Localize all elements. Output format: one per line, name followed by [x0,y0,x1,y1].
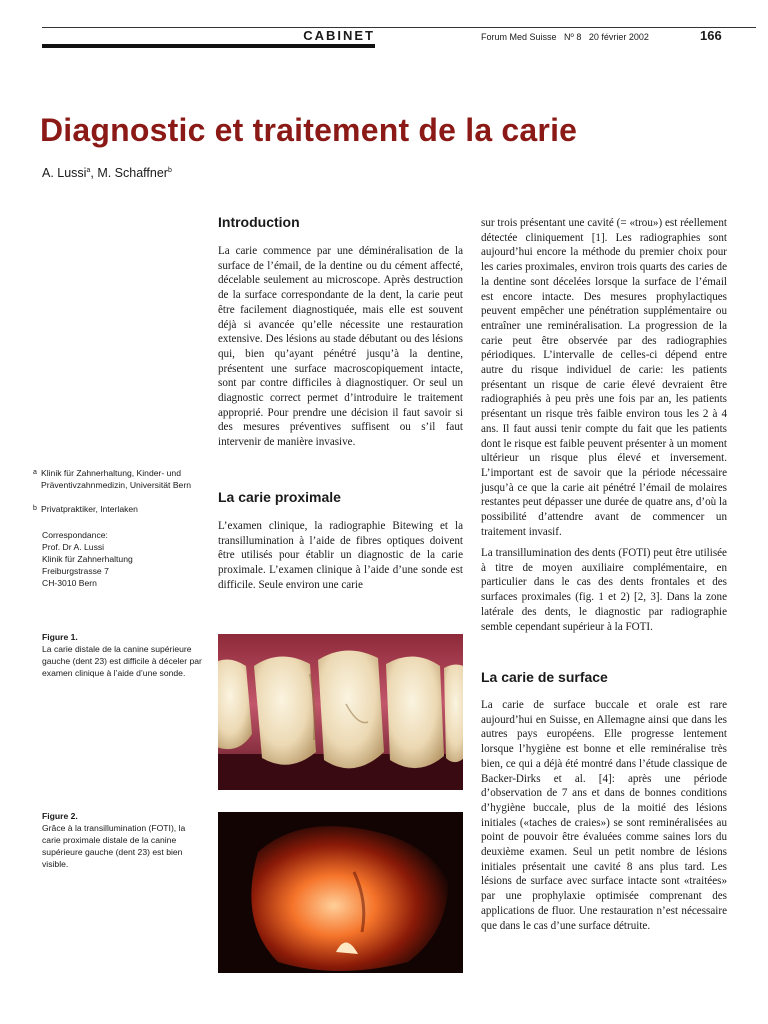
figure-1-caption [42,631,202,679]
heading-proximal: La carie proximale [218,489,341,505]
teeth-photo [218,634,463,790]
affiliation-text: Privatpraktiker, Interlaken [41,504,138,514]
proximal-continued-paragraph: sur trois présentant une cavité (= «trou») est réellement détectée cliniquement [1]. Les radiographies sont aujourd’hui encore la méthode du premier choix pour les caries proximales, environ trois quarts des caries de la dentine sont décelées lorsque la surface de l’émail est encore intacte. Des mesures prophylactiques peuvent empêcher une pénétration supplémentaire ou entraîner une reminéralisation. La progression de la carie peut être observée par des radiographies périodiques. L’intervalle de celles-ci dépend entre autre du risque individuel de carie: les patients présentant un risque de carie élevé devraient être radiographiés à peu près une fois par an, les patients présentant un risque très faible environ tous les 2 à 4 ans. Il faut aussi tenir compte du fait que les patients dont le risque est faible peuvent présenter à un moment ultérieur un risque plus élevé et inversement. L’important est de savoir que la période nécessaire jusqu’à ce que la carie ait pénétré l’émail de molaires restantes peut dépasser une durée de quatre ans, d’où la possibilité d’attendre avant de commencer un traitement invasif. [481,217,727,538]
intro-paragraph: La carie commence par une déminéralisation de la surface de l’émail, de la dentine ou du cément affecté, décelable seulement au microscope. Après destruction de la surface correspondante de la dent, la carie peut être facilement diagnostiquée, mais elle est souvent déjà si avancée qu’elle nécessite une restauration extensive. Des lésions au stade débutant ou des lésions qui, bien qu’ayant pénétré jusqu’à la dentine, présentent une surface macroscopiquement intacte, sont par contre difficiles à diagnostiquer. Or seul un diagnostic correct permet d’introduire le traitement approprié. Pour prendre une décision il faut savoir si des mesures préventives suffisent ou s’il faut intervenir de manière invasive. [218,245,463,449]
transillumination-photo [218,812,463,973]
figure-label: Figure 1. [42,632,78,642]
section-label: CABINET [303,28,375,43]
section-bar [42,44,375,48]
affiliation-marker: b [167,166,172,174]
author-name: A. Lussi [42,166,87,180]
affiliation-marker: a [33,469,37,476]
foti-paragraph: La transillumination des dents (FOTI) peut être utilisée à titre de moyen auxiliaire complémentaire, en particulier dans le cas des dents frontales et des surfaces proximales (fig. 1 et 2) [2, 3]. Dans la zone latérale des dents, le diagnostic par radiographie semble cependant supérieur à la FOTI. [481,547,727,633]
figure-label: Figure 2. [42,811,78,821]
correspondence-block [42,529,133,589]
author-name: , M. Schaffner [90,166,168,180]
affiliation-marker: a [86,166,91,174]
affiliation-marker: b [33,505,37,512]
article-title: Diagnostic et traitement de la carie [40,112,578,148]
proximal-paragraph: L’examen clinique, la radiographie Bitewing et la transillumination à l’aide de fibres optiques doivent être utilisés pour établir un diagnostic de la carie proximale. L’examen clinique à l’aide d’une sonde est difficile. Seule environ une carie [218,520,463,591]
author-line [42,166,172,180]
figure-caption-text: La carie distale de la canine supérieure gauche (dent 23) est difficile à déceler par examen clinique à l’aide d’une sonde. [42,644,202,678]
journal-info: Forum Med Suisse Nº 8 20 février 2002 [481,32,649,42]
correspondence-line: CH-3010 Bern [42,578,97,588]
figure-caption-text: Grâce à la transillumination (FOTI), la carie proximale distale de la canine supérieure gauche (dent 23) est bien visible. [42,823,186,869]
correspondence-line: Freiburgstrasse 7 [42,566,109,576]
heading-introduction: Introduction [218,214,300,230]
affiliation-b [33,503,203,515]
correspondence-line: Correspondance: [42,530,108,540]
correspondence-line: Prof. Dr A. Lussi [42,542,105,552]
figure-1-image [218,634,463,790]
surface-paragraph: La carie de surface buccale et orale est rare aujourd’hui en Suisse, en Allemagne ainsi que dans les autres pays européens. Elle progresse lentement lorsque l’hygiène est bonne et elle reminéralise très bien, ce qui a déjà été montré dans l’étude classique de Backer-Dirks et al. [4]: après une période d’observation de 7 ans et dans de bonnes conditions d’hygiène buccale, plus de la moitié des lésions initiales («taches de craies») se sont reminéralisées au point de pouvoir être évaluées comme saines lors du deuxième examen. Seul un petit nombre de lésions initiales présentait une cavité 8 ans plus tard. Les lésions de surface avec surface intacte sont «traitées» par une prophylaxie optimisée comprenant des applications de fluor. Une restauration n’est nécessaire que dans le cas d’une surface détruite. [481,699,727,932]
heading-surface: La carie de surface [481,669,608,685]
figure-2-image [218,812,463,973]
figure-2-caption [42,810,202,870]
affiliation-a [33,467,203,491]
affiliation-text: Klinik für Zahnerhaltung, Kinder- und Präventivzahnmedizin, Universität Bern [41,468,191,490]
page-number: 166 [700,28,722,43]
correspondence-line: Klinik für Zahnerhaltung [42,554,133,564]
